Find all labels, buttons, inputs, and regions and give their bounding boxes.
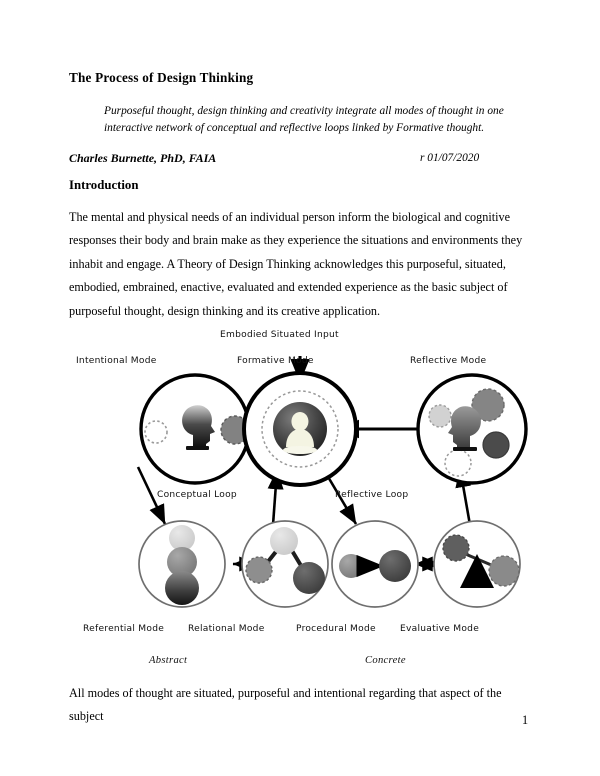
formative-mode-node <box>244 373 356 485</box>
revision-date: r 01/07/2020 <box>420 152 480 164</box>
label-axis-concrete: Concrete <box>365 655 406 666</box>
relational-light-circle-icon <box>270 527 298 555</box>
section-heading-introduction: Introduction <box>69 178 139 192</box>
author-byline: Charles Burnette, PhD, FAIA <box>69 151 217 165</box>
referential-mode-node <box>139 521 225 607</box>
page-title: The Process of Design Thinking <box>69 70 254 85</box>
epigraph-text: Purposeful thought, design thinking and creativity integrate all modes of thought in one interactive network of conceptual and reflective loops linked by Formative thought. <box>104 105 504 134</box>
page-number: 1 <box>522 713 529 727</box>
reflective-mode-node <box>418 375 526 483</box>
referential-dark-circle-icon <box>165 571 199 605</box>
closing-paragraph: All modes of thought are situated, purposeful and intentional regarding that aspect of the subject <box>69 686 502 724</box>
evaluative-mode-node <box>434 521 520 607</box>
label-reflective-loop: Reflective Loop <box>335 490 409 500</box>
label-formative-mode: Formative Mode <box>237 356 314 366</box>
procedural-mode-node <box>332 521 418 607</box>
procedural-small-circle-icon <box>339 554 363 578</box>
intentional-mode-node <box>141 375 249 483</box>
label-conceptual-loop: Conceptual Loop <box>157 490 237 500</box>
label-axis-abstract: Abstract <box>149 655 188 666</box>
label-reflective-mode: Reflective Mode <box>410 356 487 366</box>
relational-dark-circle-icon <box>293 562 325 594</box>
reflective-dark-circle-icon <box>483 432 509 458</box>
label-intentional-mode: Intentional Mode <box>76 356 157 366</box>
label-referential-mode: Referential Mode <box>83 624 165 634</box>
evaluative-left-weight-icon <box>443 535 469 561</box>
relational-dotted-circle-icon <box>246 557 272 583</box>
relational-mode-node <box>242 521 328 607</box>
label-embodied-situated-input: Embodied Situated Input <box>220 330 339 340</box>
design-thinking-diagram <box>60 322 540 672</box>
label-relational-mode: Relational Mode <box>188 624 265 634</box>
procedural-large-circle-icon <box>379 550 411 582</box>
introduction-paragraph: The mental and physical needs of an individual person inform the biological and cognitive responses their body and brain make as they experience the situations and environments they inhabit and engage. A Theory of Design Thinking acknowledges this purposeful, situated, embodied, embrained, enactive, evaluated and extended experience as the basic subject of purposeful thought, design thinking and its creative application. <box>69 210 523 318</box>
label-evaluative-mode: Evaluative Mode <box>400 624 480 634</box>
label-procedural-mode: Procedural Mode <box>296 624 376 634</box>
reflective-light-circle-icon <box>429 405 451 427</box>
diagram-svg <box>60 322 540 672</box>
evaluative-right-weight-icon <box>489 556 519 586</box>
formative-person-icon <box>273 402 327 456</box>
